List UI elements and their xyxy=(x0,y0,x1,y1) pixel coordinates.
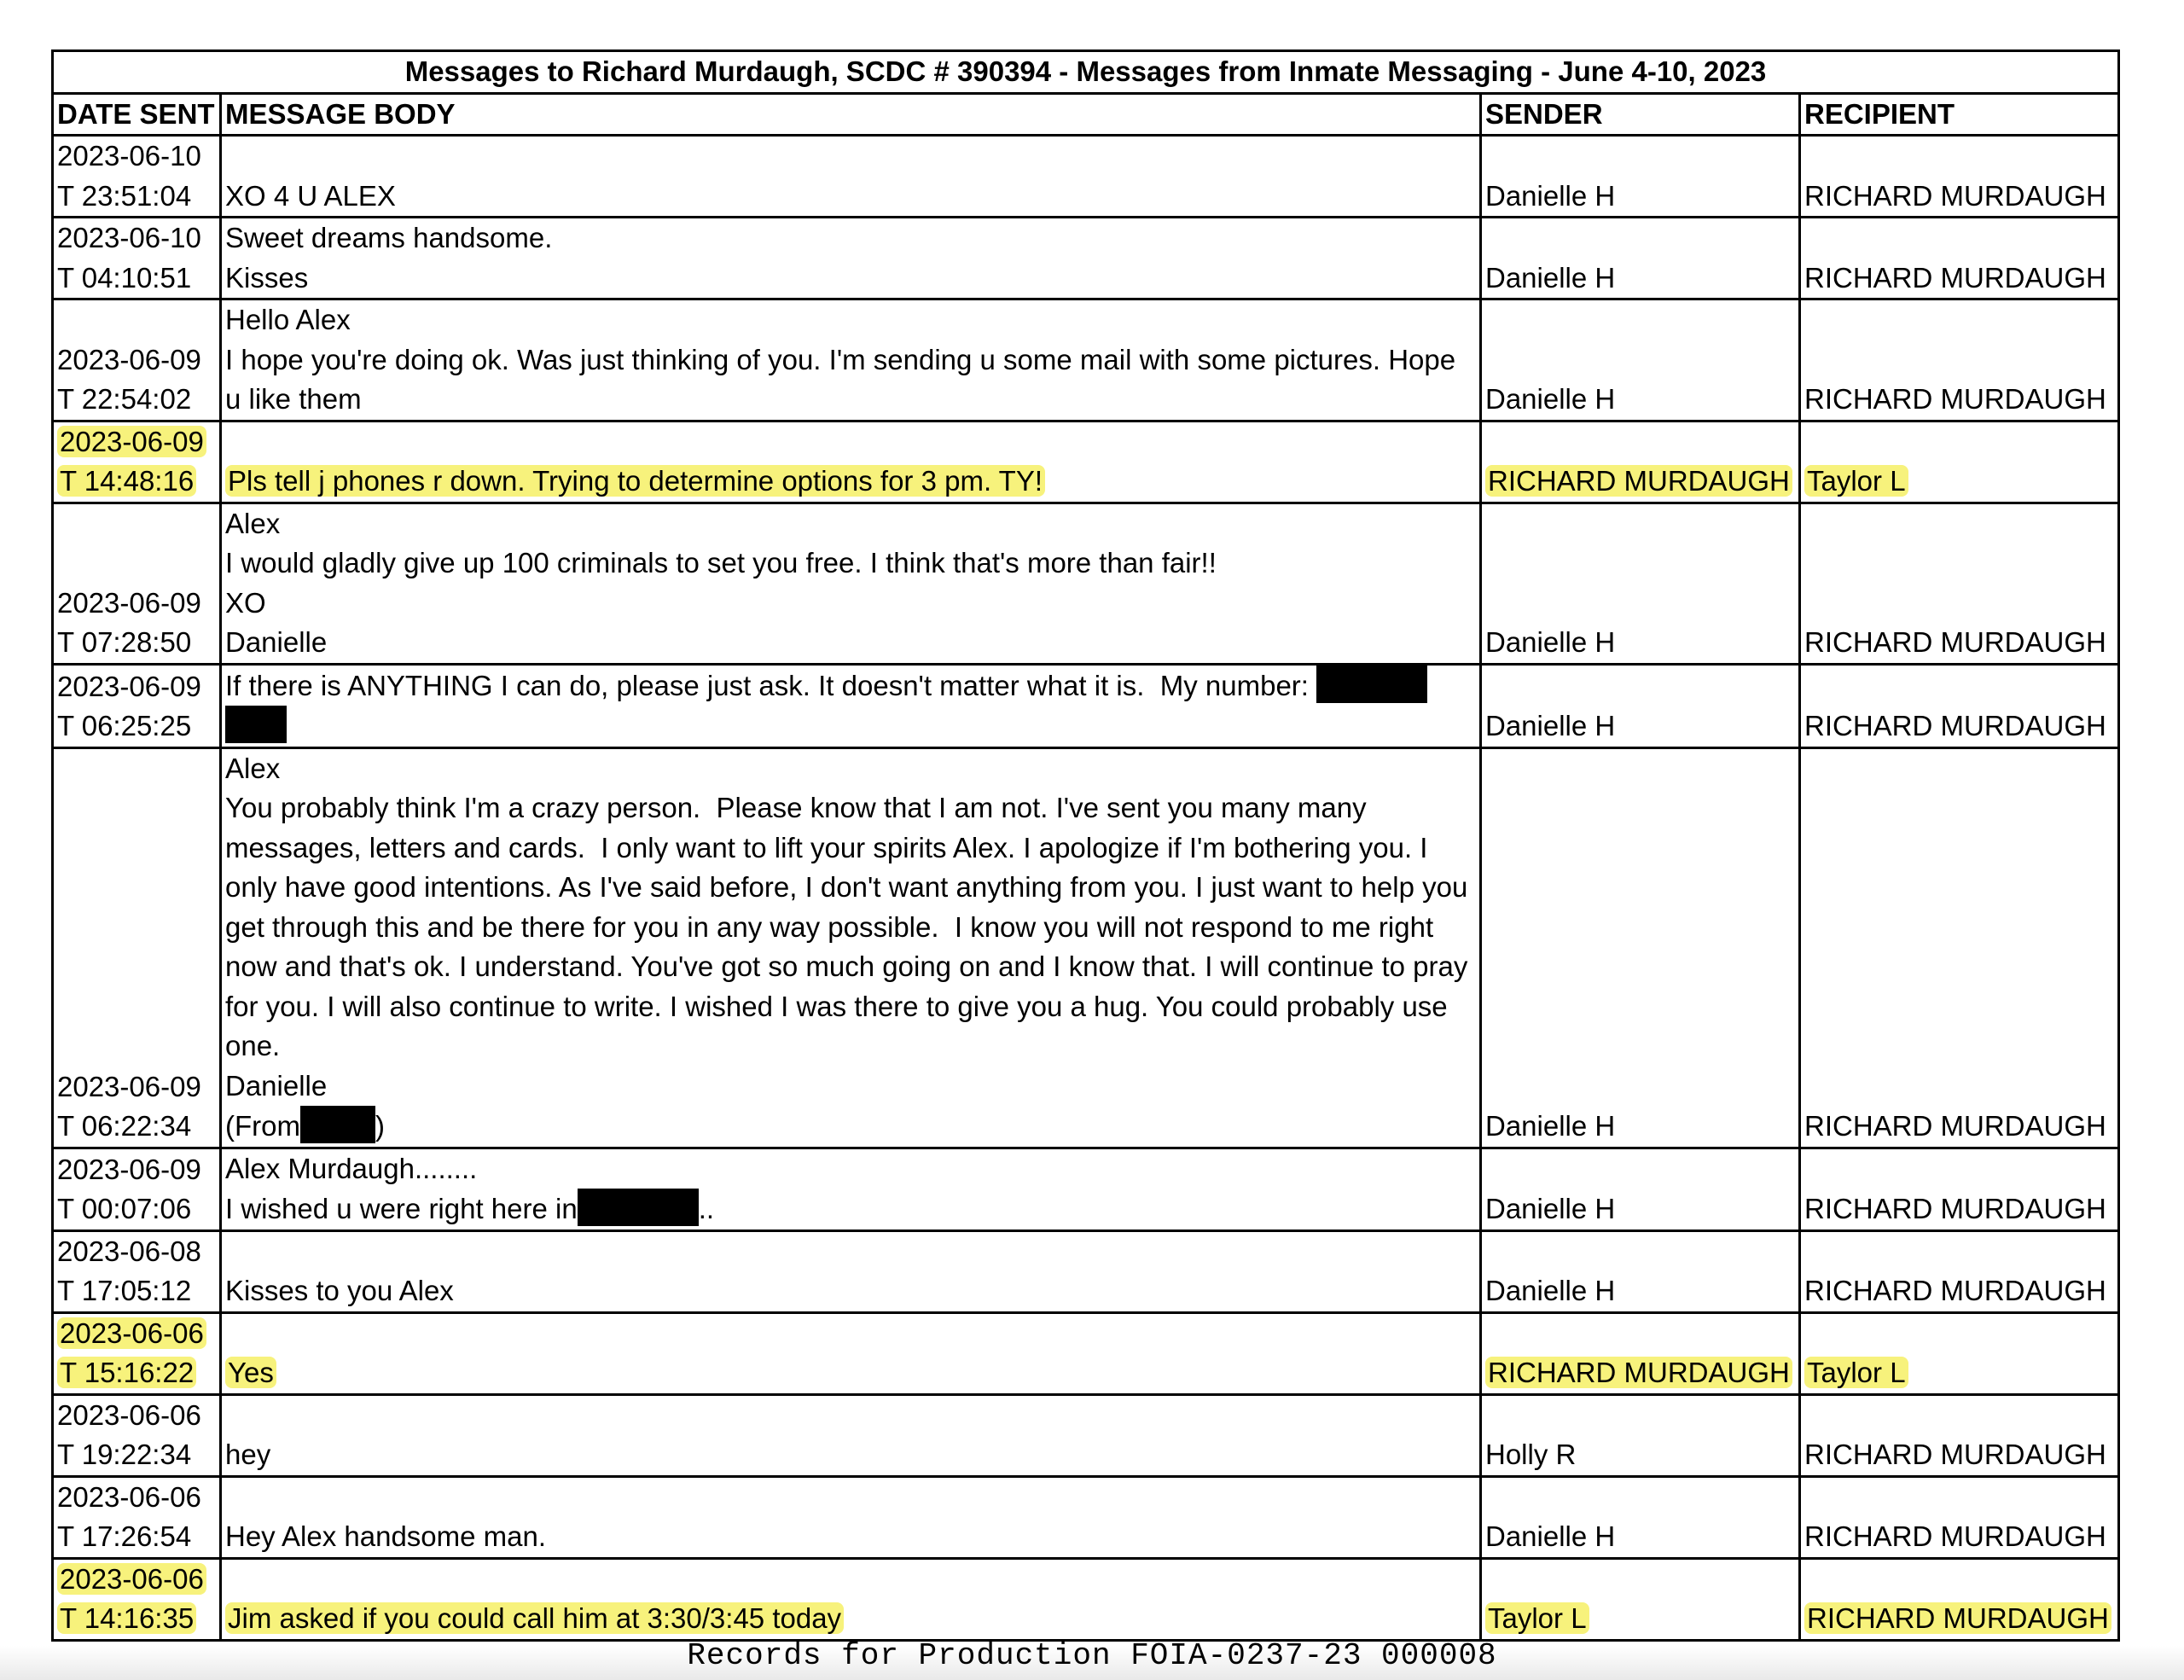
body-cell: Sweet dreams handsome. Kisses xyxy=(221,218,1481,299)
sender-cell: Danielle H xyxy=(1481,218,1800,299)
production-footer: Records for Production FOIA-0237-23 000008 xyxy=(687,1638,1497,1673)
redaction-block xyxy=(225,706,287,743)
header-sender: SENDER xyxy=(1481,93,1800,136)
highlighted-body: Jim asked if you could call him at 3:30/3:45 today xyxy=(225,1602,844,1634)
header-date-sent: DATE SENT xyxy=(53,93,221,136)
sender-cell: Danielle H xyxy=(1481,136,1800,218)
date-cell: 2023-06-10 T 23:51:04 xyxy=(53,136,221,218)
body-cell: XO 4 U ALEX xyxy=(221,136,1481,218)
table-row xyxy=(53,664,2119,747)
table-row xyxy=(53,1230,2119,1312)
highlighted-body: Yes xyxy=(225,1357,276,1388)
highlighted-recipient: Taylor L xyxy=(1804,1357,1908,1388)
body-from: (From xyxy=(225,1110,300,1142)
highlighted-body: Pls tell j phones r down. Trying to determine options for 3 pm. TY! xyxy=(225,465,1045,497)
table-row xyxy=(53,1148,2119,1230)
highlighted-recipient: RICHARD MURDAUGH xyxy=(1804,1602,2111,1634)
recipient-cell: RICHARD MURDAUGH xyxy=(1800,1476,2119,1558)
sender-cell xyxy=(1481,1558,1800,1640)
recipient-cell: RICHARD MURDAUGH xyxy=(1800,299,2119,421)
body-cell xyxy=(221,1558,1481,1640)
table-row-highlighted xyxy=(53,1558,2119,1640)
recipient-cell xyxy=(1800,421,2119,503)
body-text-line2-end: .. xyxy=(698,1193,715,1224)
date-cell: 2023-06-09 T 00:07:06 xyxy=(53,1148,221,1230)
messages-table xyxy=(51,49,2120,1642)
recipient-cell: RICHARD MURDAUGH xyxy=(1800,1148,2119,1230)
table-row-highlighted xyxy=(53,421,2119,503)
sender-cell: Danielle H xyxy=(1481,503,1800,664)
header-recipient: RECIPIENT xyxy=(1800,93,2119,136)
date-cell xyxy=(53,421,221,503)
date-cell: 2023-06-08 T 17:05:12 xyxy=(53,1230,221,1312)
date-cell: 2023-06-09 T 06:25:25 xyxy=(53,664,221,747)
recipient-cell: RICHARD MURDAUGH xyxy=(1800,1230,2119,1312)
table-row xyxy=(53,1476,2119,1558)
body-text-line2: I wished u were right here in xyxy=(225,1193,578,1224)
table-row xyxy=(53,136,2119,218)
recipient-cell: RICHARD MURDAUGH xyxy=(1800,218,2119,299)
table-title: Messages to Richard Murdaugh, SCDC # 390394 - Messages from Inmate Messaging - June 4-10, 2023 xyxy=(53,51,2119,94)
date-cell: 2023-06-10 T 04:10:51 xyxy=(53,218,221,299)
sender-cell: Holly R xyxy=(1481,1394,1800,1476)
recipient-cell: RICHARD MURDAUGH xyxy=(1800,1394,2119,1476)
table-row xyxy=(53,747,2119,1148)
body-cell xyxy=(221,1148,1481,1230)
redaction-block xyxy=(300,1106,375,1143)
highlighted-sender: RICHARD MURDAUGH xyxy=(1485,465,1792,497)
recipient-cell: RICHARD MURDAUGH xyxy=(1800,664,2119,747)
body-from-end: ) xyxy=(375,1110,385,1142)
table-row xyxy=(53,218,2119,299)
date-cell: 2023-06-06 T 19:22:34 xyxy=(53,1394,221,1476)
highlighted-sender: RICHARD MURDAUGH xyxy=(1485,1357,1792,1388)
sender-cell: Danielle H xyxy=(1481,1148,1800,1230)
table-row xyxy=(53,299,2119,421)
body-text: Alex You probably think I'm a crazy person. Please know that I am not. I've sent you many many messages, letters and cards. I only want to lift your spirits Alex. I apologize if I'm bothering you. I only have good intentions. As I've said before, I don't want anything from you. I just want to help you get through this and be there for you in any way possible. I know you will not respond to me right now and that's ok. I understand. You've got so much going on and I know that. I will continue to pray for you. I will also continue to write. I wished I was there to give you a hug. You could probably use one. Danielle xyxy=(225,752,1468,1102)
highlighted-time: T 14:48:16 xyxy=(57,465,196,497)
sender-cell xyxy=(1481,1312,1800,1394)
table-row xyxy=(53,1394,2119,1476)
table-row xyxy=(53,503,2119,664)
sender-cell: Danielle H xyxy=(1481,1476,1800,1558)
sender-cell xyxy=(1481,421,1800,503)
date-cell: 2023-06-09 T 06:22:34 xyxy=(53,747,221,1148)
redaction-block xyxy=(578,1189,699,1226)
highlighted-time: T 15:16:22 xyxy=(57,1357,196,1388)
highlighted-recipient: Taylor L xyxy=(1804,465,1908,497)
highlighted-date: 2023-06-06 xyxy=(57,1563,206,1595)
header-message-body: MESSAGE BODY xyxy=(221,93,1481,136)
sender-cell: Danielle H xyxy=(1481,747,1800,1148)
body-cell xyxy=(221,421,1481,503)
sender-cell: Danielle H xyxy=(1481,299,1800,421)
body-cell xyxy=(221,747,1481,1148)
body-cell: Hello Alex I hope you're doing ok. Was just thinking of you. I'm sending u some mail with some pictures. Hope u like them xyxy=(221,299,1481,421)
body-cell: Alex I would gladly give up 100 criminals to set you free. I think that's more than fair!! XO Danielle xyxy=(221,503,1481,664)
date-cell: 2023-06-09 T 22:54:02 xyxy=(53,299,221,421)
highlighted-time: T 14:16:35 xyxy=(57,1602,196,1634)
body-cell xyxy=(221,664,1481,747)
recipient-cell: RICHARD MURDAUGH xyxy=(1800,503,2119,664)
sender-cell: Danielle H xyxy=(1481,664,1800,747)
recipient-cell: RICHARD MURDAUGH xyxy=(1800,747,2119,1148)
highlighted-date: 2023-06-09 xyxy=(57,426,206,457)
body-cell: hey xyxy=(221,1394,1481,1476)
date-cell xyxy=(53,1312,221,1394)
body-cell: Kisses to you Alex xyxy=(221,1230,1481,1312)
redaction-block xyxy=(1316,666,1427,703)
highlighted-sender: Taylor L xyxy=(1485,1602,1589,1634)
body-text: If there is ANYTHING I can do, please just ask. It doesn't matter what it is. My number: xyxy=(225,669,1309,701)
recipient-cell xyxy=(1800,1312,2119,1394)
recipient-cell: RICHARD MURDAUGH xyxy=(1800,136,2119,218)
date-cell: 2023-06-09 T 07:28:50 xyxy=(53,503,221,664)
recipient-cell xyxy=(1800,1558,2119,1640)
date-cell: 2023-06-06 T 17:26:54 xyxy=(53,1476,221,1558)
table-row-highlighted xyxy=(53,1312,2119,1394)
body-cell xyxy=(221,1312,1481,1394)
highlighted-date: 2023-06-06 xyxy=(57,1317,206,1349)
date-cell xyxy=(53,1558,221,1640)
body-text: Alex Murdaugh........ xyxy=(225,1152,478,1184)
sender-cell: Danielle H xyxy=(1481,1230,1800,1312)
body-cell: Hey Alex handsome man. xyxy=(221,1476,1481,1558)
